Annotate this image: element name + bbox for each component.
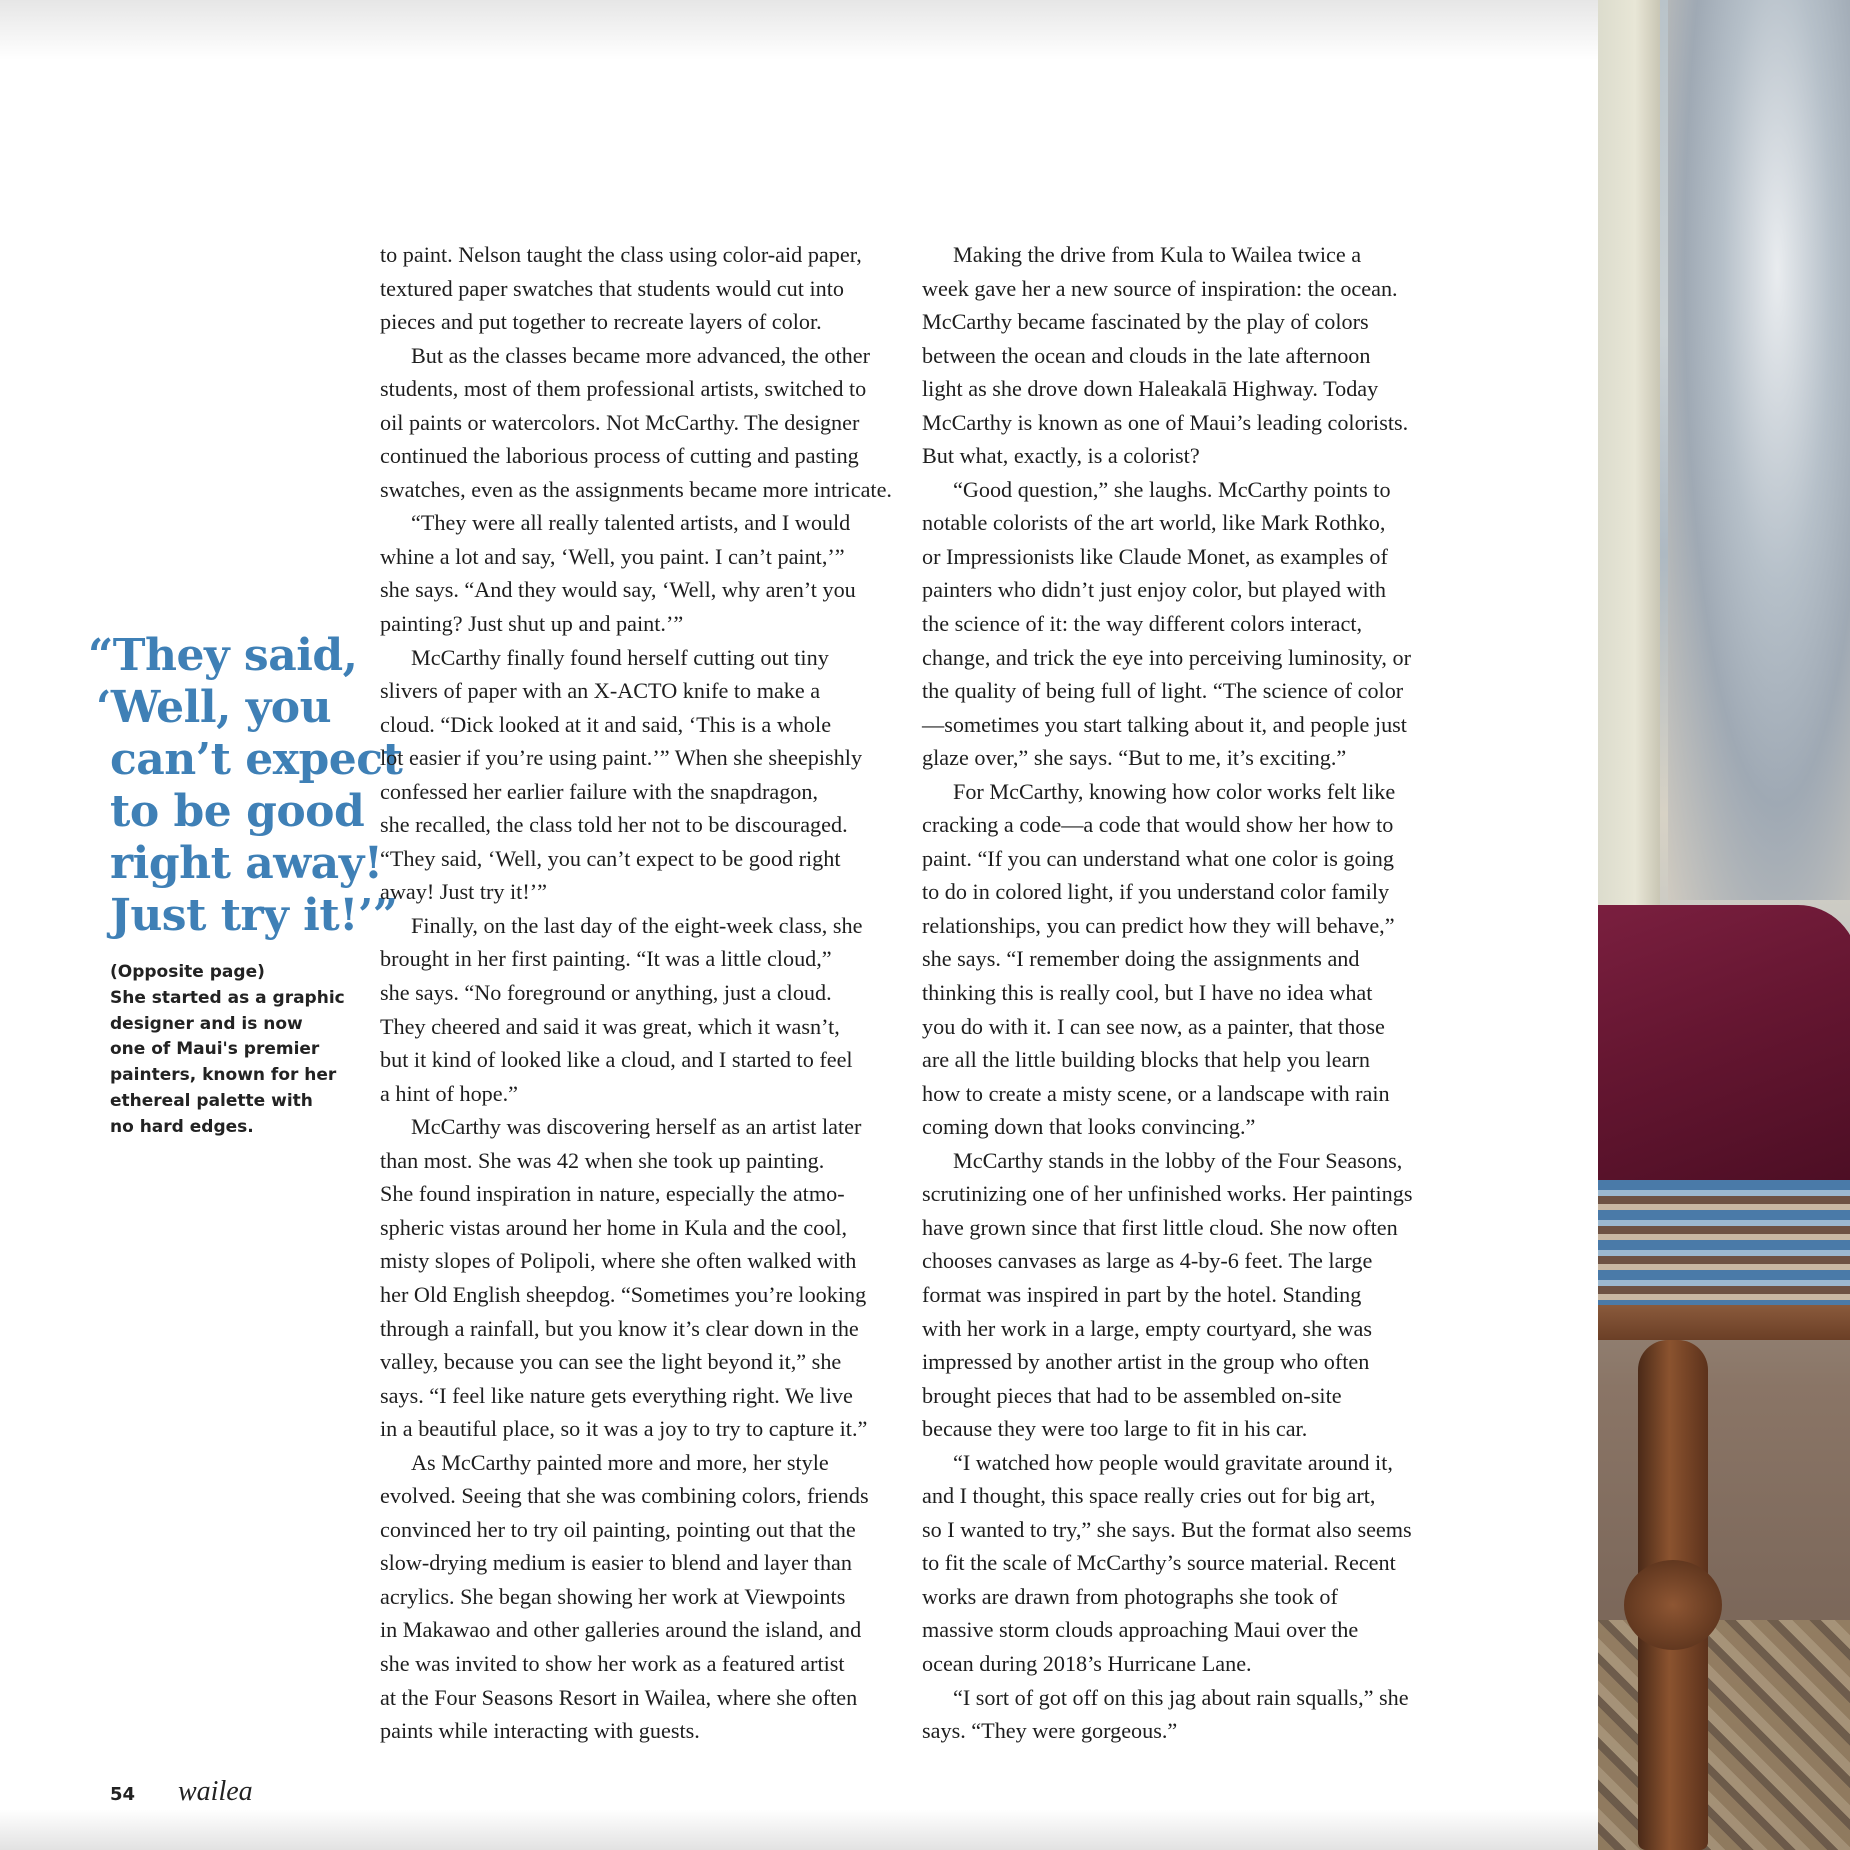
body-text-line: textured paper swatches that students would cut into [380,275,844,301]
body-text-line: than most. She was 42 when she took up painting. [380,1147,825,1173]
body-text-line: “They said, ‘Well, you can’t expect to be good right [380,845,841,871]
body-text-line: confessed her earlier failure with the snapdragon, [380,778,819,804]
body-text-line: she says. “No foreground or anything, just a cloud. [380,980,832,1006]
body-text-line: away! Just try it!’” [380,879,547,905]
body-text-line: week gave her a new source of inspiration: the ocean. [922,275,1398,301]
body-text-line: McCarthy is known as one of Maui’s leading colorists. [922,409,1409,435]
body-text-line: McCarthy finally found herself cutting out tiny [411,644,829,670]
pull-quote-line: Just try it!’” [110,890,398,941]
body-text-line: in Makawao and other galleries around the island, and [380,1617,862,1643]
body-text-line: lot easier if you’re using paint.’” When she sheepishly [380,745,863,771]
body-text-line: McCarthy stands in the lobby of the Four Seasons, [953,1147,1403,1173]
rug [1598,1620,1850,1850]
cloudy-sky [1668,0,1850,900]
body-text-line: whine a lot and say, ‘Well, you paint. I can’t paint,’” [380,543,845,569]
body-text-line: because they were too large to fit in his car. [922,1416,1308,1442]
body-text-line: you do with it. I can see now, as a painter, that those [922,1013,1385,1039]
body-text-line: But what, exactly, is a colorist? [922,443,1200,469]
body-text-line: says. “They were gorgeous.” [922,1718,1178,1744]
body-text-line: thinking this is really cool, but I have no idea what [922,980,1373,1006]
body-text-line: the quality of being full of light. “The science of color [922,678,1404,704]
body-text-line: the science of it: the way different colors interact, [922,611,1363,637]
body-text-line: oil paints or watercolors. Not McCarthy. The designer [380,409,860,435]
body-text-line: slow-drying medium is easier to blend and layer than [380,1550,852,1576]
body-text-line: in a beautiful place, so it was a joy to try to capture it.” [380,1416,868,1442]
body-text-line: McCarthy was discovering herself as an artist later [411,1114,862,1140]
body-text-line: But as the classes became more advanced, the other [411,342,870,368]
stacked-books [1598,1180,1850,1310]
body-text-line: or Impressionists like Claude Monet, as examples of [922,543,1388,569]
body-text-line: paint. “If you can understand what one color is going [922,845,1394,871]
pull-quote-line: “They said, [88,630,358,681]
body-text-line: have grown since that first little cloud. She now often [922,1214,1398,1240]
body-text-line: light as she drove down Haleakalā Highway. Today [922,376,1379,402]
caption-line: (Opposite page) [110,962,265,982]
body-text-line: coming down that looks convincing.” [922,1114,1256,1140]
body-text-line: Finally, on the last day of the eight-week class, she [411,912,863,938]
body-text-line: pieces and put together to recreate layers of color. [380,309,822,335]
caption-line: ethereal palette with [110,1090,313,1111]
body-text-line: to fit the scale of McCarthy’s source material. Recent [922,1550,1396,1576]
body-text-line: spheric vistas around her home in Kula and the cool, [380,1214,848,1240]
caption-line: designer and is now [110,1013,303,1034]
body-text-line: —sometimes you start talking about it, and people just [922,711,1407,737]
body-text-line: relationships, you can predict how they will behave,” [922,912,1395,938]
body-text-line: swatches, even as the assignments became more intricate. [380,476,892,502]
body-text-line: scrutinizing one of her unfinished works. Her paintings [922,1181,1413,1207]
pull-quote-line: to be good [110,786,365,837]
body-column-1 [380,238,900,1748]
body-text-line: As McCarthy painted more and more, her style [411,1449,829,1475]
body-text-line: For McCarthy, knowing how color works felt like [953,778,1396,804]
body-text-line: chooses canvases as large as 4-by-6 feet. The large [922,1248,1373,1274]
body-text-line: how to create a misty scene, or a landscape with rain [922,1080,1390,1106]
body-text-line: impressed by another artist in the group who often [922,1349,1370,1375]
body-text-line: at the Four Seasons Resort in Wailea, where she often [380,1684,858,1710]
body-text-line: evolved. Seeing that she was combining colors, friends [380,1483,869,1509]
caption-line: painters, known for her [110,1065,337,1086]
body-text-line: cracking a code—a code that would show her how to [922,812,1394,838]
body-text-line: works are drawn from photographs she took of [922,1583,1338,1609]
body-text-line: valley, because you can see the light beyond it,” she [380,1349,842,1375]
page-shadow-bottom [0,1810,1600,1850]
body-text-line: “They were all really talented artists, and I would [411,510,851,536]
body-text-line: “I watched how people would gravitate around it, [953,1449,1393,1475]
body-text-line: paints while interacting with guests. [380,1718,700,1744]
body-text-line: painting? Just shut up and paint.’” [380,611,684,637]
pull-quote-line: ‘Well, you [96,682,332,733]
photo-caption [110,960,350,1141]
body-text-line: she says. “I remember doing the assignments and [922,946,1360,972]
body-text-line: she says. “And they would say, ‘Well, why aren’t you [380,577,856,603]
body-column-2 [922,238,1444,1748]
body-text-line: Making the drive from Kula to Wailea twice a [953,242,1362,267]
body-text-line: her Old English sheepdog. “Sometimes you’re looking [380,1281,867,1307]
pull-quote-line: can’t expect [110,734,403,785]
body-text-line: ocean during 2018’s Hurricane Lane. [922,1650,1252,1676]
body-text-line: slivers of paper with an X-ACTO knife to make a [380,678,821,704]
body-text-line: through a rainfall, but you know it’s clear down in the [380,1315,859,1341]
body-text-line: convinced her to try oil painting, pointing out that the [380,1516,856,1542]
body-text-line: with her work in a large, empty courtyard, she was [922,1315,1372,1341]
body-text-line: misty slopes of Polipoli, where she often walked with [380,1248,857,1274]
body-text-line: a hint of hope.” [380,1080,519,1106]
body-text-line: so I wanted to try,” she says. But the format also seems [922,1516,1412,1542]
body-text-line: brought in her first painting. “It was a little cloud,” [380,946,832,972]
body-text-line: to paint. Nelson taught the class using color-aid paper, [380,242,862,267]
body-text-line: brought pieces that had to be assembled on-site [922,1382,1342,1408]
magazine-name: wailea [178,1776,253,1807]
pull-quote-line: right away! [110,838,383,889]
body-text-line: notable colorists of the art world, like Mark Rothko, [922,510,1386,536]
table-leg-turning [1624,1560,1722,1650]
body-text-line: students, most of them professional artists, switched to [380,376,867,402]
body-text-line: “I sort of got off on this jag about rain squalls,” she [953,1684,1409,1710]
body-text-line: painters who didn’t just enjoy color, but played with [922,577,1386,603]
page-number: 54 [110,1784,136,1805]
body-text-line: She found inspiration in nature, especially the atmo- [380,1181,845,1207]
body-text-line: says. “I feel like nature gets everything right. We live [380,1382,853,1408]
pull-quote [88,630,403,942]
body-text-line: “Good question,” she laughs. McCarthy points to [953,476,1391,502]
body-text-line: format was inspired in part by the hotel. Standing [922,1281,1362,1307]
body-text-line: she was invited to show her work as a featured artist [380,1650,845,1676]
body-text-line: are all the little building blocks that help you learn [922,1047,1370,1073]
caption-line: one of Maui's premier [110,1039,320,1060]
caption-line: She started as a graphic [110,987,345,1008]
body-text-line: glaze over,” she says. “But to me, it’s exciting.” [922,745,1347,771]
body-text-line: They cheered and said it was great, which it wasn’t, [380,1013,840,1039]
body-text-line: cloud. “Dick looked at it and said, ‘This is a whole [380,711,832,737]
body-text-line: continued the laborious process of cutting and pasting [380,443,859,469]
table-top [1598,1305,1850,1340]
body-text-line: and I thought, this space really cries out for big art, [922,1483,1376,1509]
body-text-line: but it kind of looked like a cloud, and I started to feel [380,1047,853,1073]
body-text-line: to do in colored light, if you understand color family [922,879,1390,905]
maroon-blanket [1598,905,1850,1185]
opposite-page-photo [1598,0,1850,1850]
body-text-line: massive storm clouds approaching Maui over the [922,1617,1359,1643]
body-text-line: acrylics. She began showing her work at Viewpoints [380,1583,846,1609]
body-text-line: she recalled, the class told her not to be discouraged. [380,812,848,838]
caption-line: no hard edges. [110,1116,254,1137]
body-text-line: between the ocean and clouds in the late afternoon [922,342,1371,368]
body-text-line: McCarthy became fascinated by the play of colors [922,309,1369,335]
body-text-line: change, and trick the eye into perceiving luminosity, or [922,644,1412,670]
page-shadow-top [0,0,1600,60]
